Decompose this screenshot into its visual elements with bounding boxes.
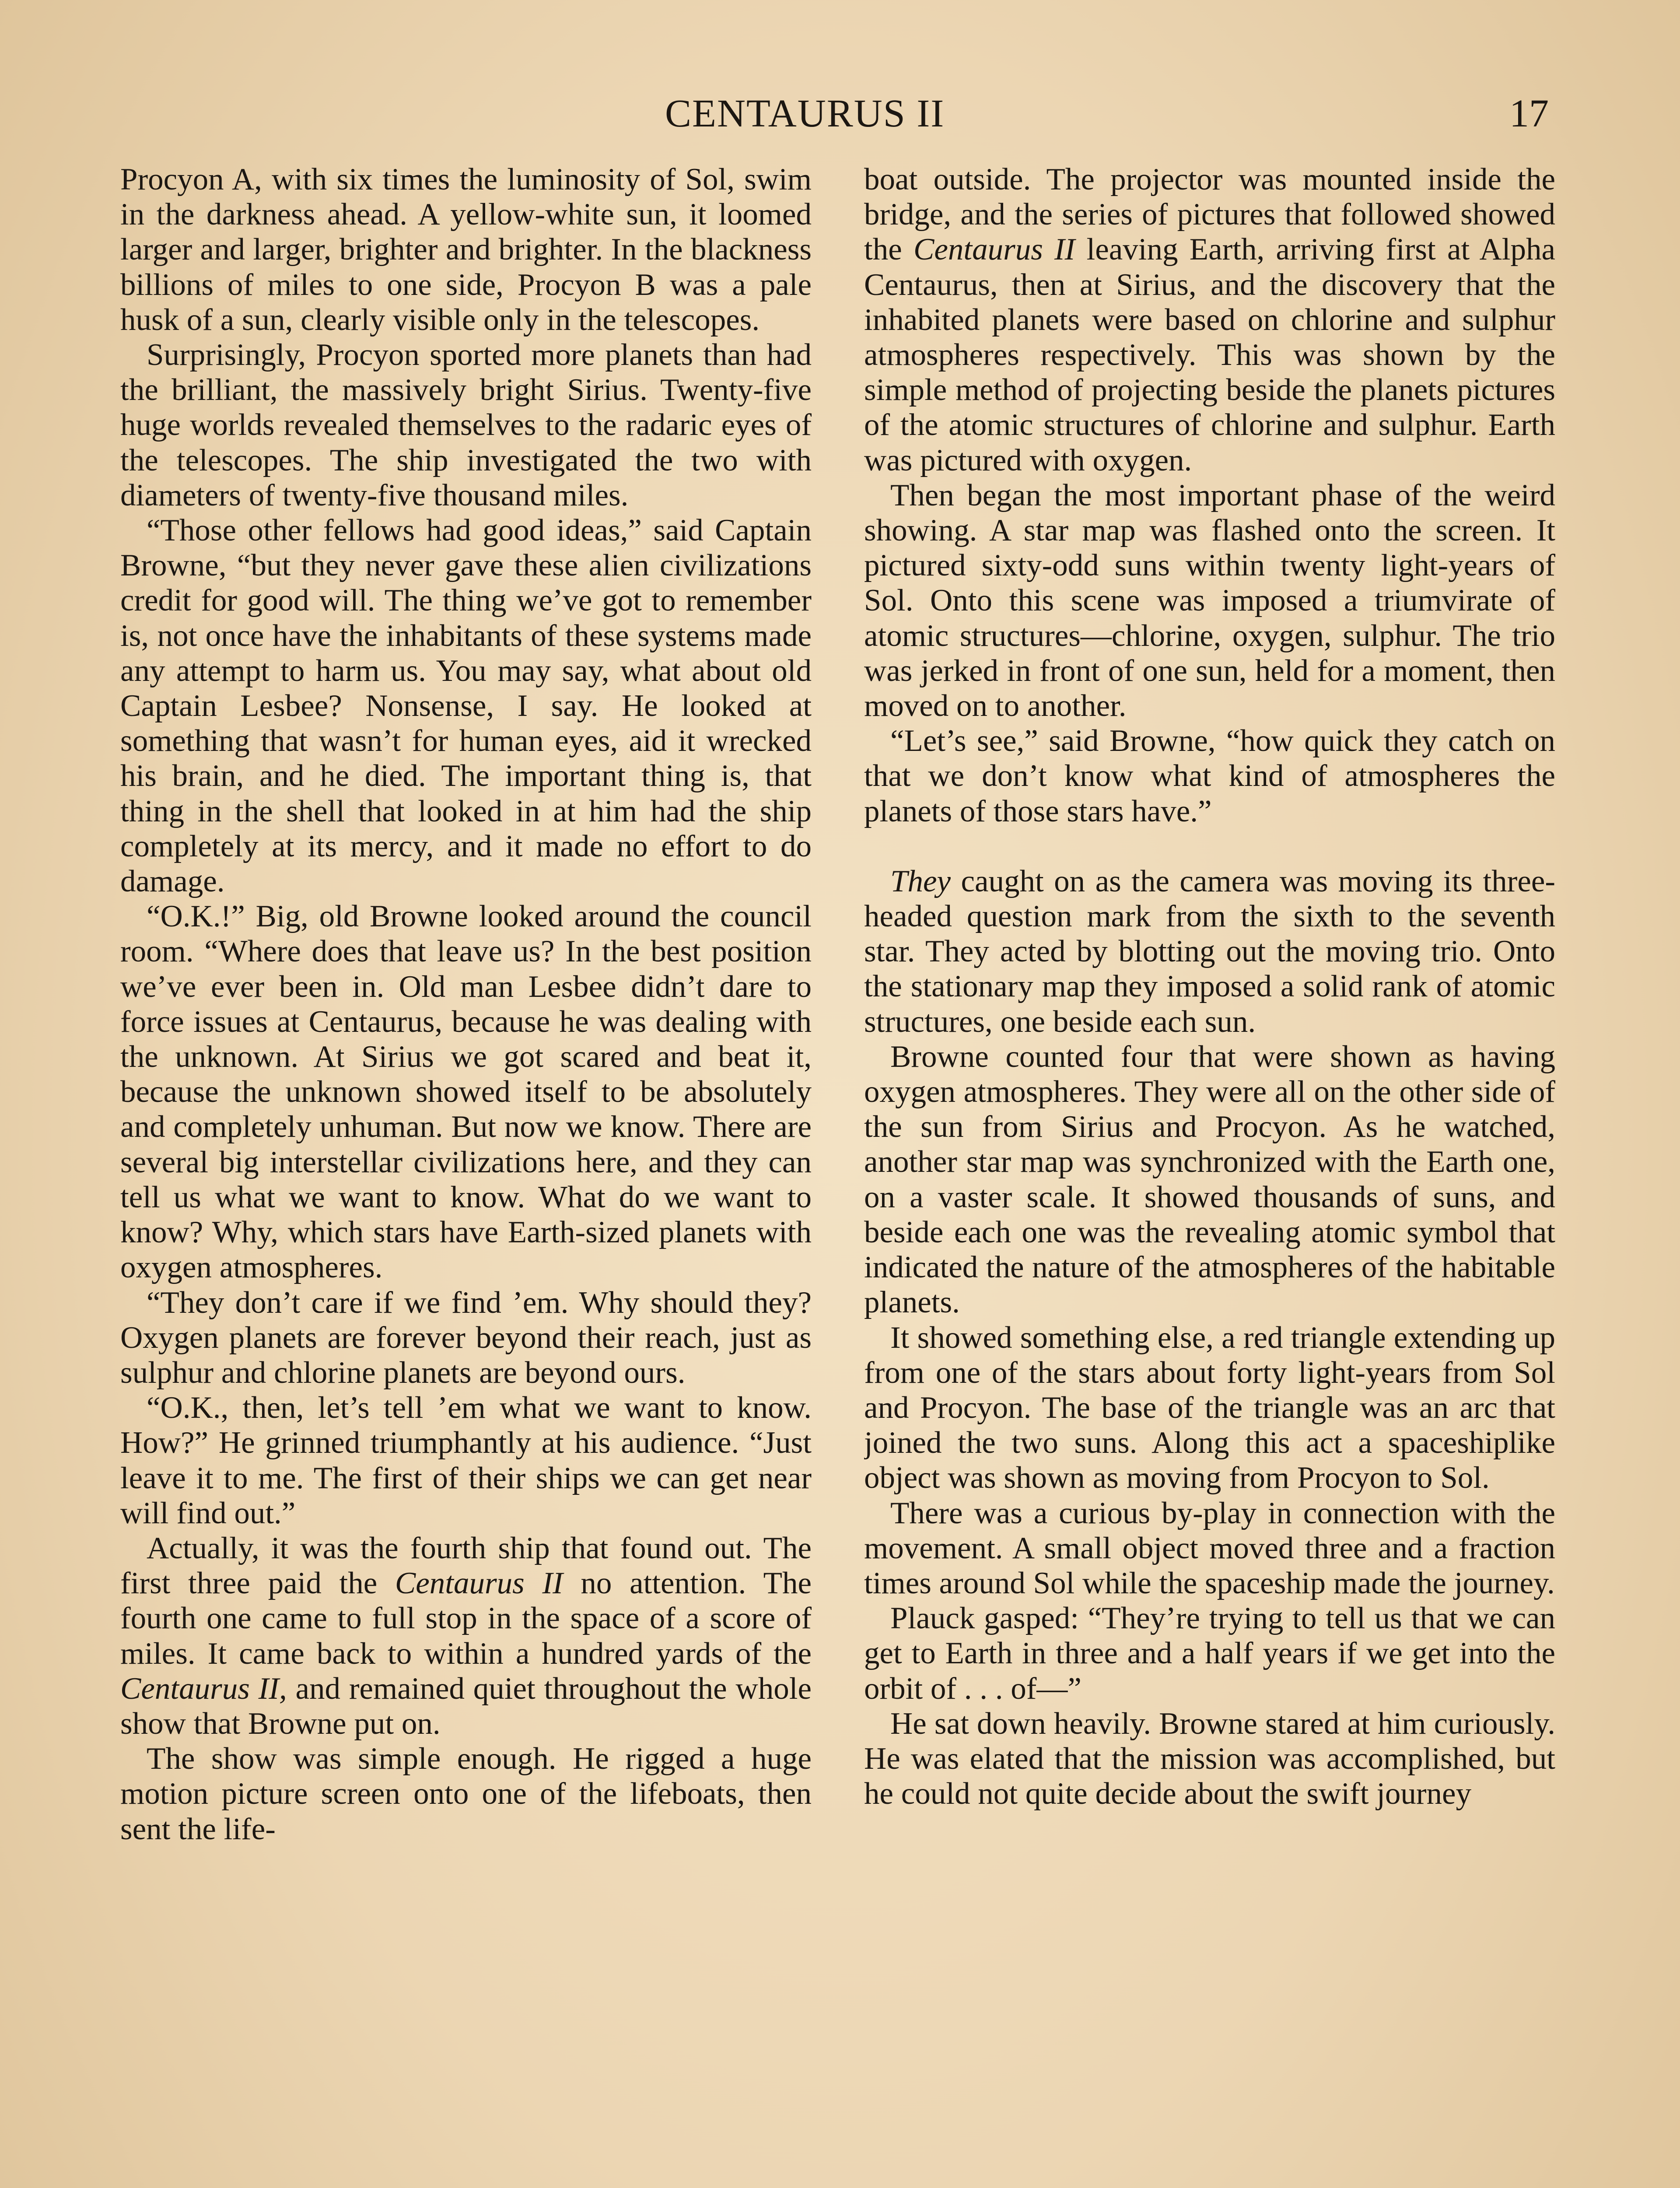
page-number: 17 <box>1509 92 1549 135</box>
paragraph: The show was simple enough. He rigged a huge motion picture screen onto one of the lifeboats, then sent the life- <box>120 1742 812 1846</box>
ship-name: Centaurus II <box>913 232 1075 267</box>
paragraph: It showed something else, a red triangle extending up from one of the stars about forty light-years from Sol and Procyon. The base of the triangle was an arc that joined the two suns. Along this act a spaceshiplike object was shown as moving from Procyon to Sol. <box>864 1320 1555 1495</box>
paragraph: Plauck gasped: “They’re trying to tell us that we can get to Earth in three and a half years if we get into the orbit of . . . of—” <box>864 1601 1555 1706</box>
running-title: CENTAURUS II <box>665 92 945 135</box>
paragraph: He sat down heavily. Browne stared at him curiously. He was elated that the mission was accomplished, but he could not quite decide about the swift journey <box>864 1706 1555 1811</box>
right-column <box>864 162 1555 2188</box>
paragraph: “Let’s see,” said Browne, “how quick they catch on that we don’t know what kind of atmospheres the planets of those stars have.” <box>864 724 1555 828</box>
ship-name: Centaurus II, <box>120 1671 287 1706</box>
page-header <box>118 90 1562 138</box>
paragraph: “They don’t care if we find ’em. Why should they? Oxygen planets are forever beyond their reach, just as sulphur and chlorine planets are beyond ours. <box>120 1285 812 1390</box>
paragraph: There was a curious by-play in connection with the movement. A small object moved three and a fraction times around Sol while the spaceship made the journey. <box>864 1496 1555 1600</box>
paragraph: Browne counted four that were shown as having oxygen atmospheres. They were all on the other side of the sun from Sirius and Procyon. As he watched, another star map was synchronized with the Earth one, on a vaster scale. It showed thousands of suns, and beside each one was the revealing atomic symbol that indicated the nature of the atmospheres of the habitable planets. <box>864 1039 1555 1320</box>
paragraph: Actually, it was the fourth ship that found out. The first three paid the Centaurus II no attention. The fourth one came to full stop in the space of a score of miles. It came back to within a hundred yards of the Centaurus II, and remained quiet throughout the whole show that Browne put on. <box>120 1531 812 1741</box>
paragraph: Procyon A, with six times the luminosity of Sol, swim in the darkness ahead. A yellow-white sun, it loomed larger and larger, brighter and brighter. In the blackness billions of miles to one side, Procyon B was a pale husk of a sun, clearly visible only in the telescopes. <box>120 162 812 337</box>
paragraph: Surprisingly, Procyon sported more planets than had the brilliant, the massively bright Sirius. Twenty-five huge worlds revealed themselves to the radaric eyes of the telescopes. The ship investigated the two with diameters of twenty-five thousand miles. <box>120 338 812 512</box>
paragraph: “O.K., then, let’s tell ’em what we want to know. How?” He grinned triumphantly at his audience. “Just leave it to me. The first of their ships we can get near will find out.” <box>120 1391 812 1530</box>
paragraph: They caught on as the camera was moving its three-headed question mark from the sixth to the seventh star. They acted by blotting out the moving trio. Onto the stationary map they imposed a solid rank of atomic structures, one beside each sun. <box>864 864 1555 1039</box>
paragraph: boat outside. The projector was mounted inside the bridge, and the series of pictures that followed showed the Centaurus II leaving Earth, arriving first at Alpha Centaurus, then at Sirius, and the discovery that the inhabited planets were based on chlorine and sulphur atmospheres respectively. This was shown by the simple method of projecting beside the planets pictures of the atomic structures of chlorine and sulphur. Earth was pictured with oxygen. <box>864 162 1555 477</box>
paragraph: “Those other fellows had good ideas,” said Captain Browne, “but they never gave these alien civilizations credit for good will. The thing we’ve got to remember is, not once have the inhabitants of these systems made any attempt to harm us. You may say, what about old Captain Lesbee? Nonsense, I say. He looked at something that wasn’t for human eyes, aid it wrecked his brain, and he died. The important thing is, that thing in the shell that looked in at him had the ship completely at its mercy, and it made no effort to do damage. <box>120 513 812 899</box>
left-column <box>120 162 812 2188</box>
emphasis: They <box>890 864 951 898</box>
paragraph: “O.K.!” Big, old Browne looked around the council room. “Where does that leave us? In the best position we’ve ever been in. Old man Lesbee didn’t dare to force issues at Centaurus, because he was dealing with the unknown. At Sirius we got scared and beat it, because the unknown showed itself to be absolutely and completely unhuman. But now we know. There are several big interstellar civilizations here, and they can tell us what we want to know. What do we want to know? Why, which stars have Earth-sized planets with oxygen atmospheres. <box>120 899 812 1285</box>
paragraph: Then began the most important phase of the weird showing. A star map was flashed onto the screen. It pictured sixty-odd suns within twenty light-years of Sol. Onto this scene was imposed a triumvirate of atomic structures—chlorine, oxygen, sulphur. The trio was jerked in front of one sun, held for a moment, then moved on to another. <box>864 478 1555 723</box>
ship-name: Centaurus II <box>395 1566 563 1601</box>
